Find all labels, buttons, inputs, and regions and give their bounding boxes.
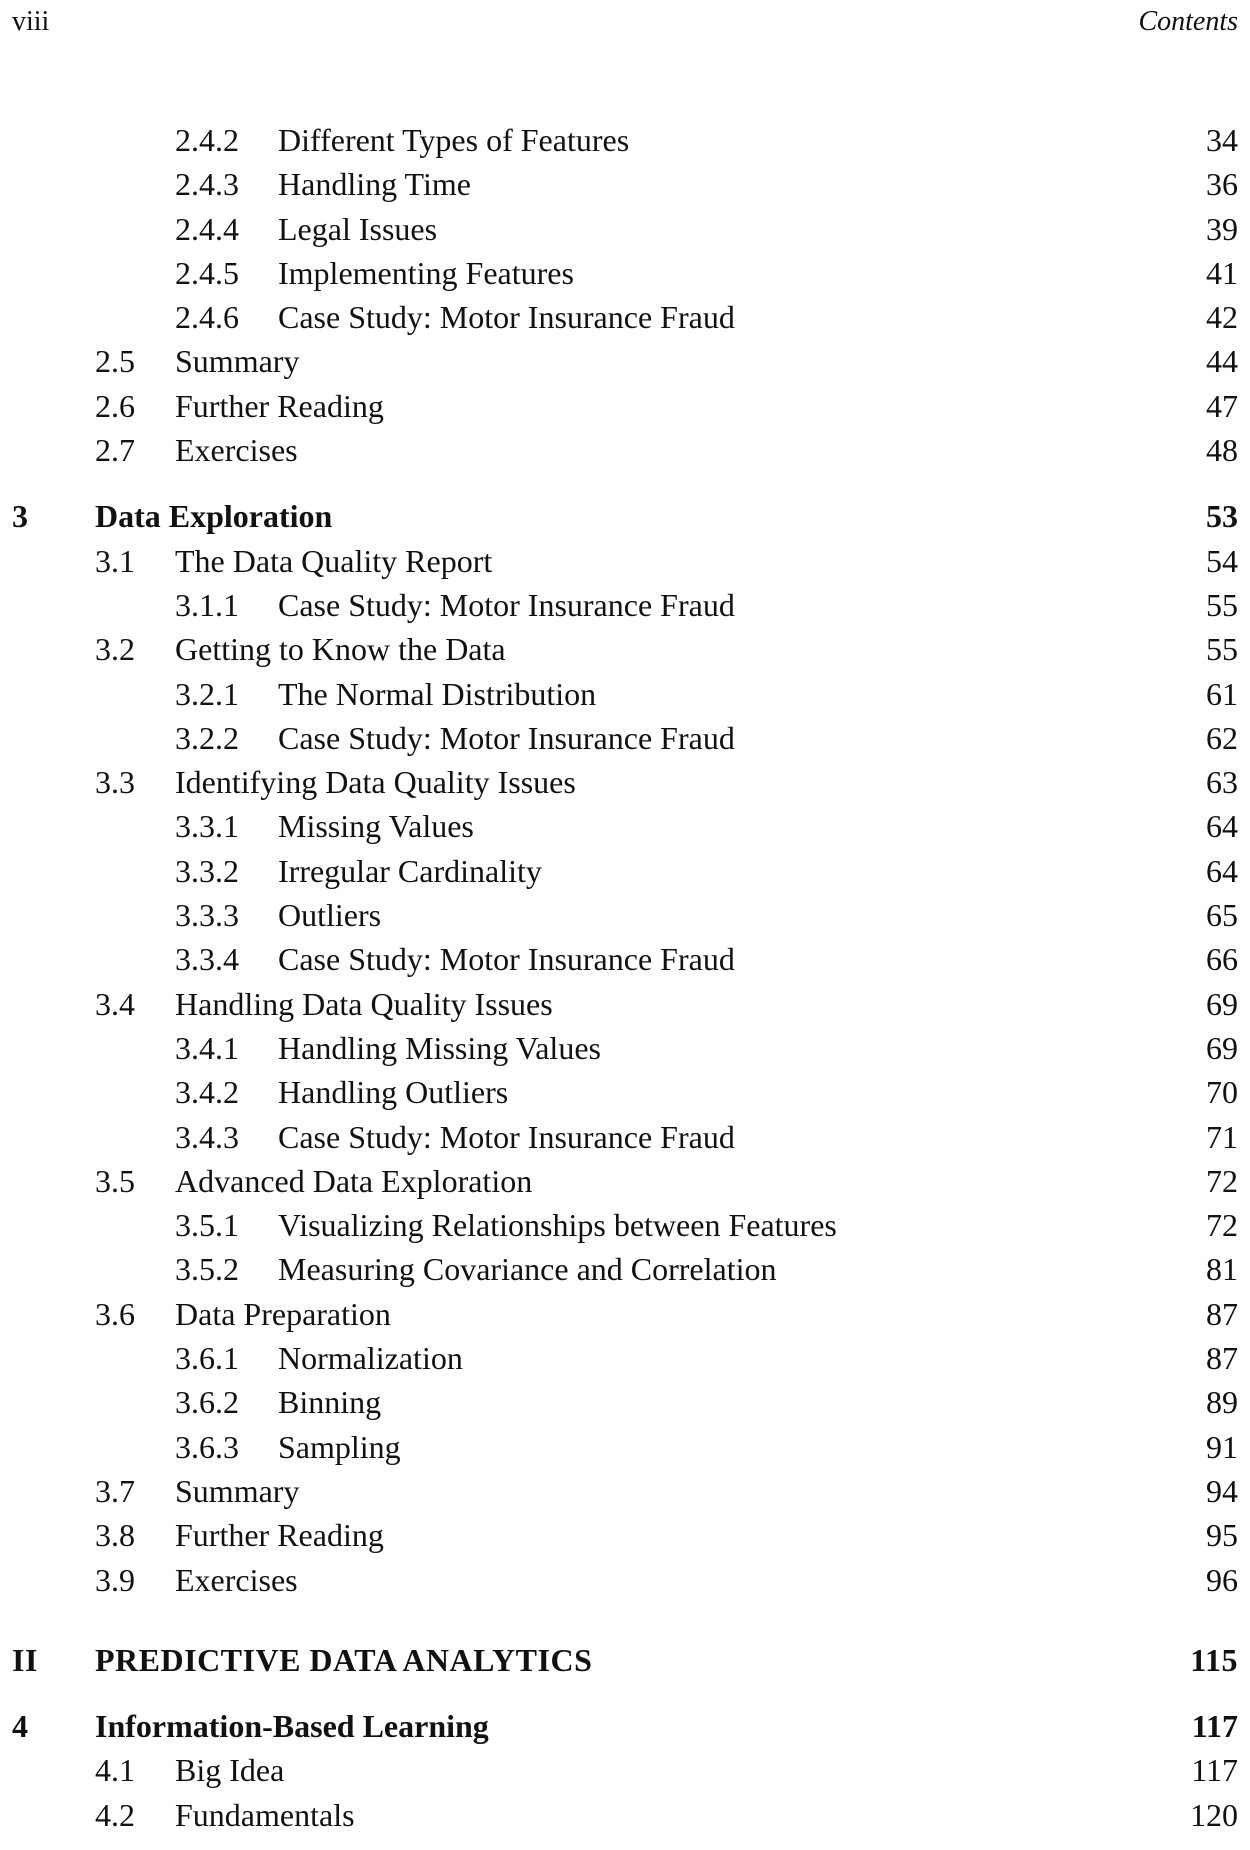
toc-entry-title: Handling Time (278, 166, 471, 203)
toc-entry-page: 115 (1190, 1641, 1238, 1678)
toc-entry-number: 3.5.1 (175, 1207, 239, 1244)
toc-entry-title: The Normal Distribution (278, 675, 597, 712)
toc-entry-number: 3.6 (95, 1295, 135, 1332)
toc-section-entry[interactable] (0, 1292, 1250, 1336)
toc-entry-number: 3.8 (95, 1517, 135, 1554)
toc-subsection-entry[interactable] (0, 1247, 1250, 1291)
toc-entry-title: Legal Issues (278, 210, 438, 247)
toc-entry-page: 71 (1206, 1118, 1238, 1155)
toc-entry-title: Case Study: Motor Insurance Fraud (278, 299, 735, 336)
toc-subsection-entry[interactable] (0, 583, 1250, 627)
toc-entry-title: Further Reading (175, 1517, 384, 1554)
toc-subsection-entry[interactable] (0, 1203, 1250, 1247)
toc-part-entry[interactable] (0, 1638, 1250, 1682)
toc-entry-title: Case Study: Motor Insurance Fraud (278, 941, 735, 978)
toc-entry-page: 39 (1206, 210, 1238, 247)
toc-entry-page: 55 (1206, 631, 1238, 668)
toc-entry-title: Summary (175, 1472, 300, 1509)
toc-entry-number: 3.9 (95, 1561, 135, 1598)
toc-subsection-entry[interactable] (0, 162, 1250, 206)
toc-entry-number: 3.3 (95, 764, 135, 801)
toc-entry-number: 3 (12, 498, 28, 535)
toc-entry-page: 87 (1206, 1295, 1238, 1332)
toc-section-entry[interactable] (0, 1159, 1250, 1203)
toc-entry-title: Measuring Covariance and Correlation (278, 1251, 777, 1288)
toc-entry-title: Information-Based Learning (95, 1708, 489, 1745)
toc-entry-title: Case Study: Motor Insurance Fraud (278, 719, 735, 756)
toc-entry-number: 3.1 (95, 542, 135, 579)
toc-section-entry[interactable] (0, 760, 1250, 804)
toc-entry-page: 36 (1206, 166, 1238, 203)
toc-entry-title: Case Study: Motor Insurance Fraud (278, 586, 735, 623)
toc-entry-title: Big Idea (175, 1752, 285, 1789)
toc-chapter-entry[interactable] (0, 1704, 1250, 1748)
toc-entry-page: 41 (1206, 254, 1238, 291)
toc-entry-title: Advanced Data Exploration (175, 1162, 533, 1199)
toc-entry-title: Irregular Cardinality (278, 852, 542, 889)
toc-entry-number: 2.4.4 (175, 210, 239, 247)
toc-entry-number: 3.7 (95, 1472, 135, 1509)
toc-entry-page: 64 (1206, 852, 1238, 889)
toc-entry-number: 3.4.1 (175, 1029, 239, 1066)
toc-entry-page: 54 (1206, 542, 1238, 579)
toc-entry-page: 72 (1206, 1207, 1238, 1244)
toc-subsection-entry[interactable] (0, 1026, 1250, 1070)
toc-subsection-entry[interactable] (0, 118, 1250, 162)
toc-entry-page: 69 (1206, 1029, 1238, 1066)
toc-entry-page: 48 (1206, 432, 1238, 469)
toc-entry-title: Further Reading (175, 387, 384, 424)
table-of-contents (0, 118, 1250, 1837)
toc-entry-title: The Data Quality Report (175, 542, 493, 579)
toc-entry-page: 81 (1206, 1251, 1238, 1288)
toc-entry-number: 4 (12, 1708, 28, 1745)
toc-subsection-entry[interactable] (0, 1336, 1250, 1380)
toc-section-entry[interactable] (0, 1558, 1250, 1602)
toc-entry-title: Identifying Data Quality Issues (175, 764, 576, 801)
toc-entry-number: 2.4.6 (175, 299, 239, 336)
toc-entry-title: Sampling (278, 1428, 401, 1465)
toc-subsection-entry[interactable] (0, 1115, 1250, 1159)
toc-section-entry[interactable] (0, 627, 1250, 671)
toc-entry-number: 2.6 (95, 387, 135, 424)
toc-entry-title: Data Exploration (95, 498, 333, 535)
toc-entry-page: 65 (1206, 897, 1238, 934)
toc-subsection-entry[interactable] (0, 672, 1250, 716)
toc-chapter-entry[interactable] (0, 494, 1250, 538)
toc-entry-page: 117 (1191, 1752, 1238, 1789)
toc-entry-number: 3.3.2 (175, 852, 239, 889)
toc-entry-title: Exercises (175, 1561, 298, 1598)
toc-entry-number: 2.4.3 (175, 166, 239, 203)
toc-entry-page: 62 (1206, 719, 1238, 756)
toc-entry-page: 89 (1206, 1384, 1238, 1421)
toc-entry-title: Visualizing Relationships between Features (278, 1207, 837, 1244)
toc-subsection-entry[interactable] (0, 1070, 1250, 1114)
toc-entry-page: 95 (1206, 1517, 1238, 1554)
toc-section-entry[interactable] (0, 1469, 1250, 1513)
page-number: viii (12, 6, 50, 37)
toc-entry-page: 96 (1206, 1561, 1238, 1598)
toc-entry-number: 3.6.3 (175, 1428, 239, 1465)
toc-entry-title: Normalization (278, 1340, 463, 1377)
toc-entry-title: Handling Missing Values (278, 1029, 601, 1066)
toc-entry-title: Exercises (175, 432, 298, 469)
toc-subsection-entry[interactable] (0, 1380, 1250, 1424)
toc-entry-title: Implementing Features (278, 254, 574, 291)
toc-entry-number: 3.5 (95, 1162, 135, 1199)
toc-subsection-entry[interactable] (0, 849, 1250, 893)
toc-entry-number: 3.1.1 (175, 586, 239, 623)
toc-entry-page: 117 (1191, 1708, 1238, 1745)
toc-entry-page: 120 (1190, 1796, 1238, 1833)
toc-entry-page: 66 (1206, 941, 1238, 978)
toc-entry-title: Case Study: Motor Insurance Fraud (278, 1118, 735, 1155)
toc-entry-title: Binning (278, 1384, 382, 1421)
toc-entry-number: 3.4.2 (175, 1074, 239, 1111)
toc-entry-page: 61 (1206, 675, 1238, 712)
toc-entry-page: 47 (1206, 387, 1238, 424)
running-title: Contents (1138, 6, 1238, 37)
toc-subsection-entry[interactable] (0, 251, 1250, 295)
toc-entry-title: Handling Data Quality Issues (175, 985, 553, 1022)
toc-entry-page: 55 (1206, 586, 1238, 623)
toc-section-entry[interactable] (0, 428, 1250, 472)
toc-subsection-entry[interactable] (0, 893, 1250, 937)
toc-entry-page: 94 (1206, 1472, 1238, 1509)
toc-entry-title: Summary (175, 343, 300, 380)
toc-entry-number: 3.3.3 (175, 897, 239, 934)
toc-subsection-entry[interactable] (0, 295, 1250, 339)
toc-entry-page: 44 (1206, 343, 1238, 380)
toc-entry-number: 3.2.1 (175, 675, 239, 712)
toc-entry-number: 2.4.2 (175, 122, 239, 158)
toc-entry-title: Handling Outliers (278, 1074, 509, 1111)
toc-section-entry[interactable] (0, 539, 1250, 583)
toc-entry-page: 70 (1206, 1074, 1238, 1111)
toc-entry-number: 3.2.2 (175, 719, 239, 756)
toc-entry-page: 64 (1206, 808, 1238, 845)
toc-subsection-entry[interactable] (0, 804, 1250, 848)
toc-section-entry[interactable] (0, 339, 1250, 383)
toc-entry-page: 72 (1206, 1162, 1238, 1199)
toc-subsection-entry[interactable] (0, 937, 1250, 981)
toc-entry-page: 63 (1206, 764, 1238, 801)
toc-entry-title: PREDICTIVE DATA ANALYTICS (95, 1641, 593, 1678)
toc-entry-number: 4.1 (95, 1752, 135, 1789)
toc-entry-page: 69 (1206, 985, 1238, 1022)
toc-entry-number: 3.4 (95, 985, 135, 1022)
toc-entry-page: 91 (1206, 1428, 1238, 1465)
toc-subsection-entry[interactable] (0, 1425, 1250, 1469)
toc-entry-number: 3.3.4 (175, 941, 239, 978)
toc-entry-page: 87 (1206, 1340, 1238, 1377)
toc-entry-number: 2.7 (95, 432, 135, 469)
toc-section-entry[interactable] (0, 1793, 1250, 1837)
toc-section-entry[interactable] (0, 384, 1250, 428)
toc-subsection-entry[interactable] (0, 207, 1250, 251)
toc-entry-number: II (12, 1641, 38, 1678)
toc-entry-number: 3.3.1 (175, 808, 239, 845)
toc-section-entry[interactable] (0, 1513, 1250, 1557)
toc-entry-page: 34 (1206, 122, 1238, 158)
toc-entry-number: 3.4.3 (175, 1118, 239, 1155)
toc-subsection-entry[interactable] (0, 716, 1250, 760)
toc-entry-number: 2.4.5 (175, 254, 239, 291)
toc-entry-number: 2.5 (95, 343, 135, 380)
toc-entry-number: 3.5.2 (175, 1251, 239, 1288)
toc-entry-page: 53 (1206, 498, 1238, 535)
toc-entry-title: Fundamentals (175, 1796, 355, 1833)
toc-entry-number: 4.2 (95, 1796, 135, 1833)
toc-entry-number: 3.6.2 (175, 1384, 239, 1421)
toc-entry-title: Outliers (278, 897, 382, 934)
toc-entry-title: Missing Values (278, 808, 474, 845)
toc-entry-page: 42 (1206, 299, 1238, 336)
toc-entry-title: Data Preparation (175, 1295, 391, 1332)
toc-entry-number: 3.6.1 (175, 1340, 239, 1377)
toc-section-entry[interactable] (0, 982, 1250, 1026)
toc-entry-number: 3.2 (95, 631, 135, 668)
toc-entry-title: Getting to Know the Data (175, 631, 506, 668)
toc-entry-title: Different Types of Features (278, 122, 630, 158)
toc-section-entry[interactable] (0, 1748, 1250, 1792)
